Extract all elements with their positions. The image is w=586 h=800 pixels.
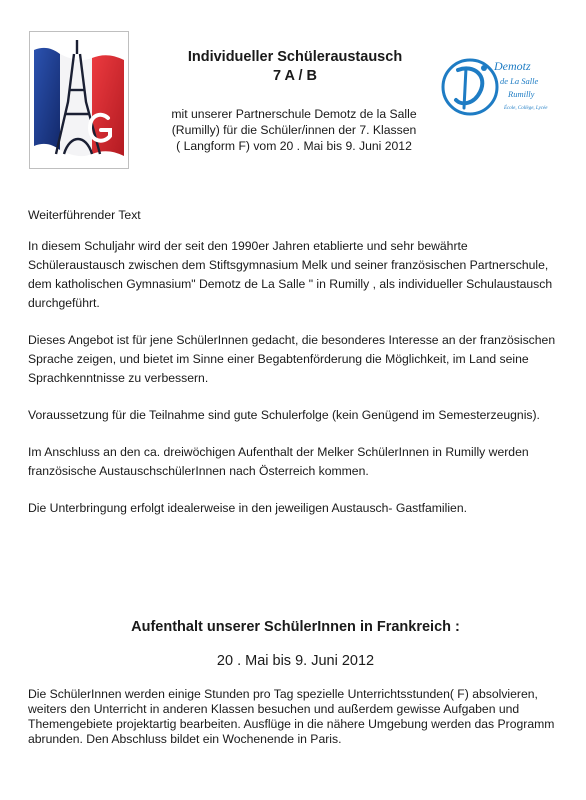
intro-line: ( Langform F) vom 20 . Mai bis 9. Juni 2012: [176, 139, 412, 153]
paragraph: In diesem Schuljahr wird der seit den 1990er Jahren etablierte und sehr bewährte Schüleraustausch zwischen dem Stiftsgymnasium Melk und seiner französischen Partnerschule, dem katholischen Gymnasium" Demotz de La Salle " in Rumilly , als individueller Schulaustausch durchgeführt.: [28, 239, 553, 310]
paragraph: Die Unterbringung erfolgt idealerweise in den jeweiligen Austausch- Gastfamilien.: [28, 501, 467, 515]
demotz-de-la-salle-logo-icon: [440, 52, 558, 122]
paragraph: Voraussetzung für die Teilnahme sind gute Schulerfolge (kein Genügend im Semesterzeugnis).: [28, 408, 540, 422]
eiffel-tower-flag-logo-icon: [29, 31, 129, 169]
intro-line: (Rumilly) für die Schüler/innen der 7. Klassen: [171, 123, 417, 137]
logo-line-schools: École, Collège, Lycée: [504, 106, 548, 111]
header: [150, 48, 440, 86]
intro-line: mit unserer Partnerschule Demotz de la Salle: [171, 107, 417, 121]
class-label: 7 A / B: [272, 68, 318, 84]
intro-text: [148, 106, 440, 154]
paragraph: Dieses Angebot ist für jene SchülerInnen gedacht, die besonderes Interesse an der französischen Sprache zeigen, und bietet im Sinne einer Begabtenförderung die Möglichkeit, im Land seine Sprachkenntnisse zu verbessern.: [28, 333, 556, 385]
body-text: [28, 206, 563, 518]
logo-line-rumilly: Rumilly: [508, 89, 535, 99]
logo-line-demotz: Demotz: [494, 59, 531, 73]
section-text: Die SchülerInnen werden einige Stunden pro Tag spezielle Unterrichtsstunden( F) absolvieren, weiters den Unterricht in anderen Klassen besuchen und außerdem gewisse Aufgaben und Themengebiete projektartig bearbeiten. Ausflüge in die nähere Umgebung werden das Programm abrunden. Den Abschluss bildet ein Wochenende in Paris.: [28, 687, 555, 746]
section-label: Weiterführender Text: [28, 208, 141, 222]
paragraph: Im Anschluss an den ca. dreiwöchigen Aufenthalt der Melker SchülerInnen in Rumilly werden französische AustauschschülerInnen nach Österreich kommen.: [28, 445, 529, 478]
page-title: Individueller Schüleraustausch: [187, 49, 403, 65]
logo-line-de-la-salle: de La Salle: [500, 76, 539, 86]
section-heading: Aufenthalt unserer SchülerInnen in Frankreich :: [131, 619, 460, 635]
section-dates: 20 . Mai bis 9. Juni 2012: [216, 653, 375, 669]
